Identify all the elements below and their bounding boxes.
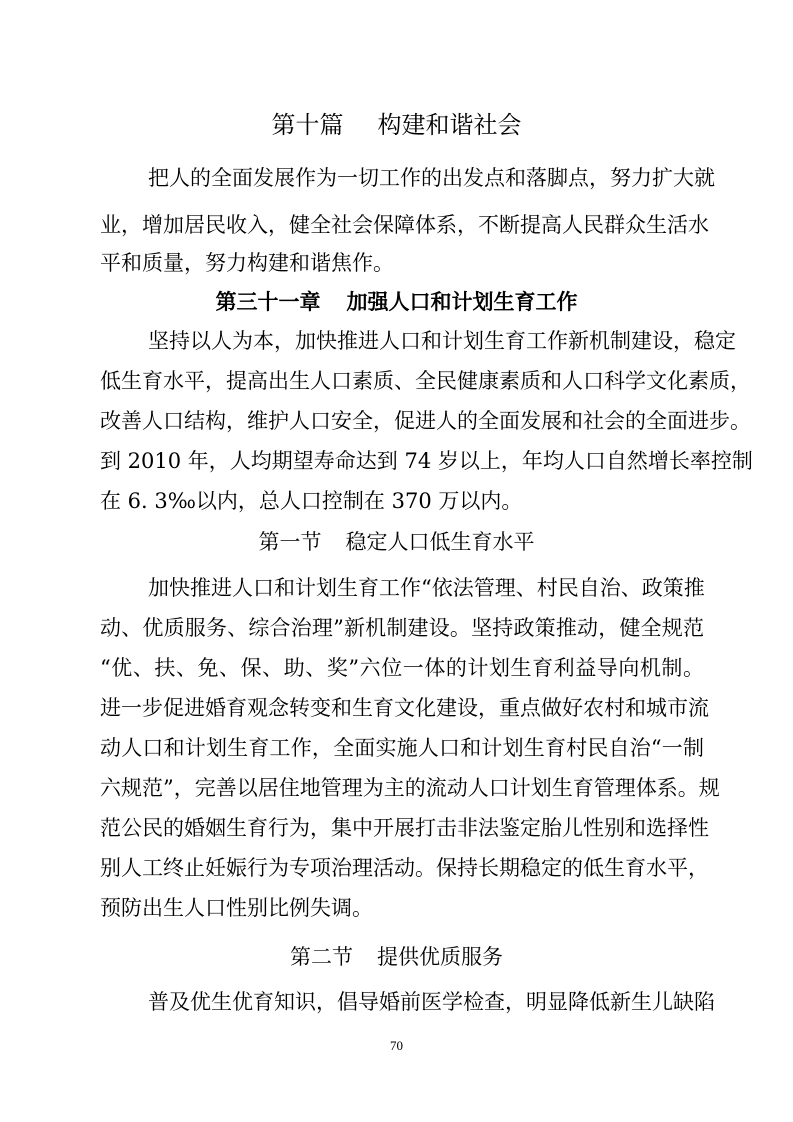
chapter-number: 第三十一章: [215, 290, 321, 314]
section-title: [0, 942, 793, 972]
section-line: 普及优生优育知识，倡导婚前医学检查，明显降低新生儿缺陷: [148, 990, 715, 1014]
section-title: [0, 527, 793, 557]
intro-line: 把人的全面发展作为一切工作的出发点和落脚点，努力扩大就: [148, 166, 715, 190]
section-line: “优、扶、免、保、助、奖”六位一体的计划生育利益导向机制。: [100, 656, 704, 680]
section-number: 第一节: [258, 530, 322, 554]
chapter-title: [0, 287, 793, 317]
section-line: 别人工终止妊娠行为专项治理活动。保持长期稳定的低生育水平，: [100, 856, 709, 880]
part-title-text: 构建和谐社会: [377, 111, 522, 139]
section-line: 加快推进人口和计划生育工作“依法管理、村民自治、政策推: [148, 576, 705, 600]
page-number: 70: [390, 1038, 403, 1053]
section-title-text: 提供优质服务: [377, 945, 503, 969]
section-line: 动、优质服务、综合治理”新机制建设。坚持政策推动，健全规范: [100, 616, 704, 640]
section-line: 动人口和计划生育工作，全面实施人口和计划生育村民自治“一制: [100, 736, 704, 760]
part-number: 第十篇: [271, 111, 344, 139]
chapter-line: 在 6. 3‰以内，总人口控制在 370 万以内。: [100, 489, 523, 513]
section-title-text: 稳定人口低生育水平: [345, 530, 535, 554]
chapter-line: 到 2010 年，人均期望寿命达到 74 岁以上，年均人口自然增长率控制: [100, 449, 753, 473]
chapter-line: 低生育水平，提高出生人口素质、全民健康素质和人口科学文化素质，: [100, 369, 751, 393]
section-line: 范公民的婚姻生育行为，集中开展打击非法鉴定胎儿性别和选择性: [100, 816, 709, 840]
intro-line: 业，增加居民收入，健全社会保障体系，不断提高人民群众生活水: [100, 213, 709, 237]
chapter-line: 改善人口结构，维护人口安全，促进人的全面发展和社会的全面进步。: [100, 409, 751, 433]
section-line: 预防出生人口性别比例失调。: [100, 896, 373, 920]
section-number: 第二节: [290, 945, 353, 969]
part-title: [0, 110, 793, 140]
chapter-title-text: 加强人口和计划生育工作: [346, 290, 578, 314]
section-line: 六规范”，完善以居住地管理为主的流动人口计划生育管理体系。规: [100, 776, 720, 800]
intro-line: 平和质量，努力构建和谐焦作。: [100, 251, 394, 275]
chapter-line: 坚持以人为本，加快推进人口和计划生育工作新机制建设，稳定: [148, 329, 736, 353]
section-line: 进一步促进婚育观念转变和生育文化建设，重点做好农村和城市流: [100, 696, 709, 720]
